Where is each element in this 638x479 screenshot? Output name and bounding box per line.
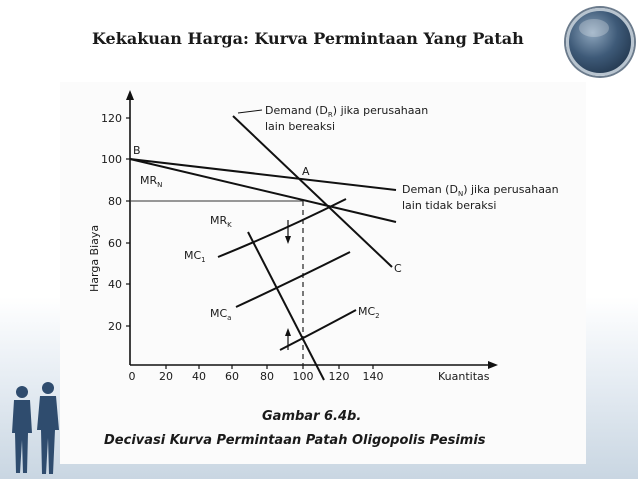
demand-dn-curve <box>130 159 396 190</box>
slide-title: Kekakuan Harga: Kurva Permintaan Yang Patah <box>92 29 524 48</box>
point-label-c: C <box>394 262 402 275</box>
x-tick-label: 0 <box>128 370 136 383</box>
caption-title: Decivasi Kurva Permintaan Patah Oligopolis Pesimis <box>104 433 486 448</box>
x-tick-label: 140 <box>362 370 384 383</box>
demand-dr-label: Demand $(D_R)$ jika perusahaan <box>265 104 429 119</box>
mc2-label: $MC_2$ <box>358 305 380 320</box>
y-tick-label: 60 <box>108 237 122 250</box>
demand-dn-label-line2: lain tidak beraksi <box>402 199 497 212</box>
mrk-curve <box>248 232 324 380</box>
x-tick-label: 40 <box>192 370 206 383</box>
point-label-a: A <box>302 165 310 178</box>
y-tick-label: 40 <box>108 278 122 291</box>
x-tick-label: 80 <box>260 370 274 383</box>
demand-dr-pointer <box>238 110 262 113</box>
y-tick-label: 120 <box>101 112 122 125</box>
y-tick-label: 20 <box>108 320 122 333</box>
x-tick-label: 20 <box>159 370 173 383</box>
x-axis-label: Kuantitas <box>438 370 490 383</box>
y-axis-label: Harga Biaya <box>88 224 101 292</box>
mc1-label: $MC_1$ <box>184 249 206 264</box>
y-tick-label: 100 <box>101 153 122 166</box>
y-axis-arrow <box>126 90 134 100</box>
mca-curve <box>236 252 350 307</box>
up-arrow-icon <box>285 328 291 336</box>
demand-dn-label: Deman $(D_N)$ jika perusahaan <box>402 183 559 198</box>
down-arrow-icon <box>285 236 291 244</box>
mrk-label: $MR_K$ <box>210 214 232 229</box>
figure-panel <box>60 82 586 464</box>
mca-label: $MC_a$ <box>210 307 232 322</box>
x-axis-arrow <box>488 361 498 369</box>
mc1-curve <box>218 199 346 257</box>
x-tick-label: 60 <box>225 370 239 383</box>
demand-dr-label-line2: lain bereaksi <box>265 120 336 133</box>
business-people-icon <box>4 378 64 478</box>
mrn-label: $MR_N$ <box>140 174 163 189</box>
point-label-b: B <box>133 144 141 157</box>
x-tick-label: 100 <box>292 370 314 383</box>
globe-logo-icon <box>566 8 634 76</box>
caption-number: Gambar 6.4b. <box>262 409 362 424</box>
x-tick-label: 120 <box>328 370 350 383</box>
demand-dr-curve <box>233 116 392 267</box>
kinked-demand-diagram <box>60 82 586 464</box>
mrn-curve <box>130 159 396 222</box>
y-tick-label: 80 <box>108 195 122 208</box>
